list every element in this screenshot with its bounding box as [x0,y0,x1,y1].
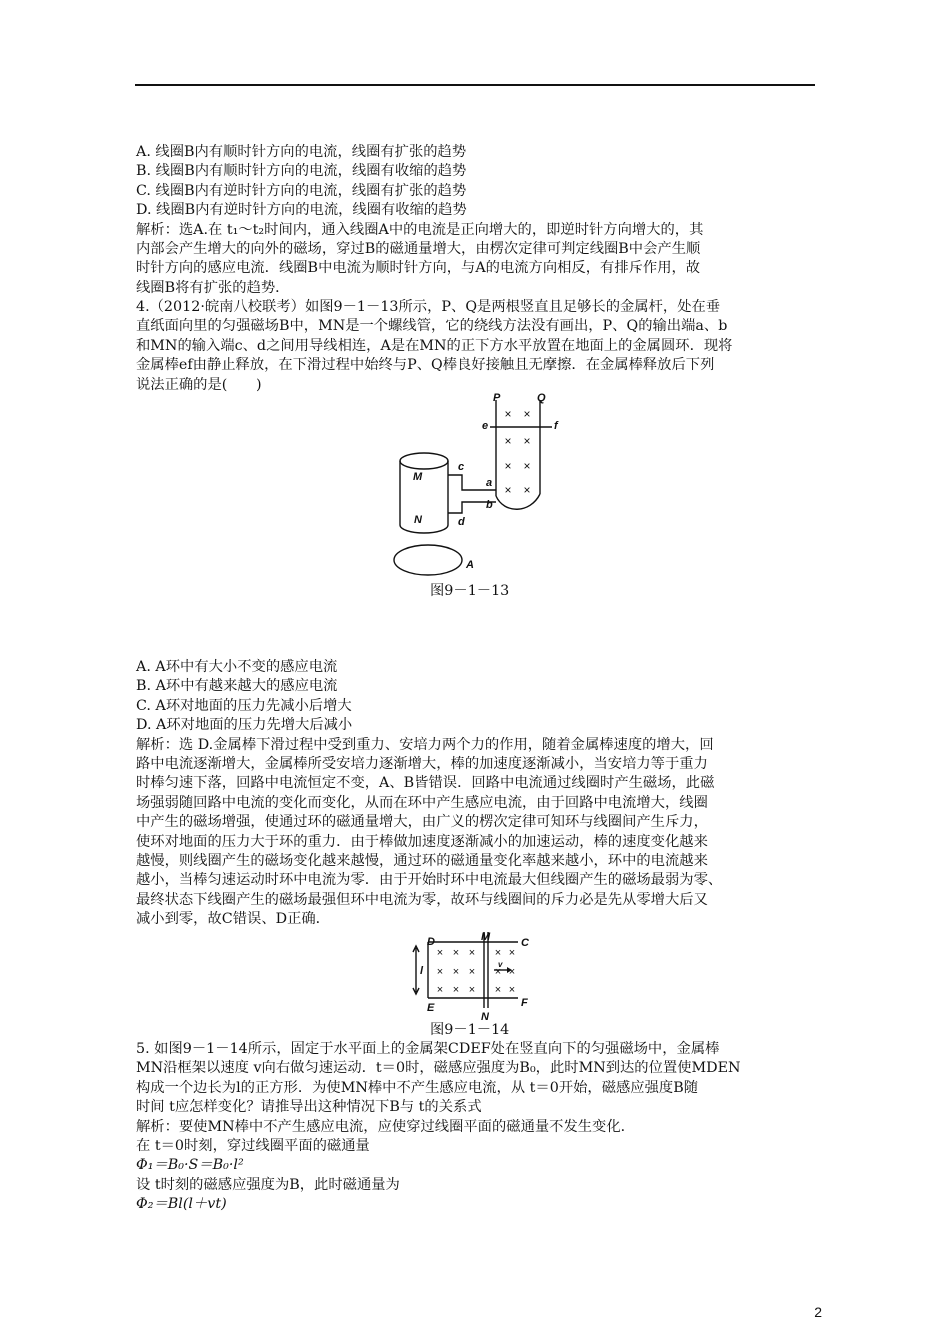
label-c: C [521,937,529,949]
q4-stem-line: 说法正确的是( ) [136,376,262,393]
field-mark: × [436,947,444,959]
field-mark: × [523,459,531,473]
field-mark: × [504,459,512,473]
q5-stem-line: 时间 t应怎样变化？请推导出这种情况下B与 t的关系式 [136,1099,482,1116]
label-v: v [498,960,503,969]
q3-option-a: A. 线圈B内有顺时针方向的电流，线圈有扩张的趋势 [136,144,467,160]
field-mark: × [436,984,444,996]
q5-stem-line: MN沿框架以速度 v向右做匀速运动．t＝0时，磁感应强度为B₀，此时MN到达的位置使MDEN [136,1060,741,1077]
label-a: a [486,477,493,489]
q4-stem [136,298,816,395]
field-mark: × [504,483,512,497]
field-mark: × [436,966,444,978]
q4-option-d: D. A环对地面的压力先增大后减小 [136,717,353,734]
field-mark: × [523,407,531,421]
label-e: e [482,420,489,432]
label-d: d [458,516,465,528]
q5-stem-line: 构成一个边长为l的正方形．为使MN棒中不产生感应电流，从 t＝0开始，磁感应强度B随 [136,1079,699,1096]
q4-stem-line: 和MN的输入端c、d之间用导线相连，A是在MN的正下方水平放置在地面上的金属圆环．现将 [136,337,733,354]
page-number: 2 [814,1304,822,1320]
q3-analysis-line: 解析：选A.在 t₁～t₂时间内，通入线圈A中的电流是正向增大的，即逆时针方向增大的，其 [136,221,704,238]
header-rule [135,84,815,86]
field-mark: × [468,947,476,959]
field-mark: × [494,966,502,978]
q5-block [136,1040,816,1215]
field-mark: × [504,434,512,448]
field-mark: × [452,947,460,959]
q4-analysis-line: 解析：选 D.金属棒下滑过程中受到重力、安培力两个力的作用，随着金属棒速度的增大，回 [136,736,714,753]
q4-analysis-line: 中产生的磁场增强，使通过环的磁通量增大，由广义的楞次定律可知环与线圈间产生斥力， [136,814,708,831]
label-b: b [486,499,493,511]
q5-formula: Φ₁＝B₀·S＝B₀·l² [136,1157,244,1174]
field-mark: × [452,966,460,978]
q3-analysis-line: 内部会产生增大的向外的磁场，穿过B的磁通量增大，由楞次定律可判定线圈B中会产生顺 [136,241,701,258]
field-mark: × [468,966,476,978]
figure-9-1-14-caption: 图9－1－14 [430,1022,510,1038]
q5-analysis-line: 设 t时刻的磁感应强度为B，此时磁通量为 [136,1176,400,1193]
q5-analysis-line: 解析：要使MN棒中不产生感应电流，应使穿过线圈平面的磁通量不发生变化． [136,1118,635,1135]
figure-9-1-13 [380,392,580,584]
q4-stem-line: 4.（2012·皖南八校联考）如图9－1－13所示，P、Q是两根竖直且足够长的金属杆，处在垂 [136,299,721,315]
q4-analysis-line: 路中电流逐渐增大，金属棒所受安培力逐渐增大，棒的加速度逐渐减小，当安培力等于重力 [136,756,708,773]
figure-9-1-14 [410,930,545,1022]
label-c: c [458,461,465,473]
q3-block [136,143,816,298]
q4-option-a: A. A环中有大小不变的感应电流 [136,659,338,675]
label-q: Q [537,392,546,404]
q5-stem-line: 5. 如图9－1－14所示，固定于水平面上的金属架CDEF处在竖直向下的匀强磁场中，金属棒 [136,1041,720,1057]
q4-analysis-line: 使环对地面的压力大于环的重力．由于棒做加速度逐渐减小的加速运动，棒的速度变化越来 [136,833,708,850]
q3-option-c: C. 线圈B内有逆时针方向的电流，线圈有扩张的趋势 [136,182,467,199]
label-m: M [481,931,491,943]
label-n: N [481,1011,489,1022]
q5-analysis-line: 在 t＝0时刻，穿过线圈平面的磁通量 [136,1138,370,1155]
label-n: N [414,514,422,526]
field-mark: × [523,434,531,448]
field-mark: × [523,483,531,497]
q4-analysis-line: 越小，当棒匀速运动时环中电流为零．由于开始时环中电流最大但线圈产生的磁场最弱为零、 [136,872,723,889]
label-ring-a: A [466,559,474,571]
q4-analysis-line: 减小到零，故C错误、D正确． [136,911,330,928]
field-mark: × [508,984,516,996]
q3-analysis-line: 线圈B将有扩张的趋势． [136,279,290,296]
label-m: M [413,471,423,483]
field-mark: × [452,984,460,996]
q4-analysis-line: 场强弱随回路中电流的变化而变化，从而在环中产生感应电流，由于回路中电流增大，线圈 [136,794,708,811]
q3-analysis-line: 时针方向的感应电流．线圈B中电流为顺时针方向，与A的电流方向相反，有排斥作用，故 [136,260,701,277]
q4-stem-line: 直纸面向里的匀强磁场B中，MN是一个螺线管，它的绕线方法没有画出，P、Q的输出端a、b [136,318,728,335]
label-d: D [427,936,435,948]
field-mark: × [508,966,516,978]
field-mark: × [504,407,512,421]
q3-option-d: D. 线圈B内有逆时针方向的电流，线圈有收缩的趋势 [136,202,467,219]
label-e: E [427,1002,435,1014]
label-f: F [521,997,528,1009]
figure-9-1-13-caption: 图9－1－13 [430,583,510,599]
field-mark: × [468,984,476,996]
field-mark: × [494,984,502,996]
label-l: l [420,965,424,977]
q4-option-c: C. A环对地面的压力先减小后增大 [136,697,352,714]
q5-formula: Φ₂＝Bl(l＋vt) [136,1196,227,1213]
q4-analysis-line: 最终状态下线圈产生的磁场最强但环中电流为零，故环与线圈间的斥力必是先从零增大后又 [136,891,708,908]
field-mark: × [494,947,502,959]
field-mark: × [508,947,516,959]
q4-option-b: B. A环中有越来越大的感应电流 [136,678,338,695]
label-p: P [493,392,501,404]
q4-stem-line: 金属棒ef由静止释放，在下滑过程中始终与P、Q棒良好接触且无摩擦．在金属棒释放后下列 [136,357,715,374]
q3-option-b: B. 线圈B内有顺时针方向的电流，线圈有收缩的趋势 [136,163,467,180]
q4-analysis-line: 时棒匀速下落，回路中电流恒定不变，A、B皆错误．回路中电流通过线圈时产生磁场，此磁 [136,775,715,792]
label-f: f [554,420,558,432]
q4-analysis-line: 越慢，则线圈产生的磁场变化越来越慢，通过环的磁通量变化率越来越小，环中的电流越来 [136,853,708,870]
q4-answer-block [136,658,816,930]
